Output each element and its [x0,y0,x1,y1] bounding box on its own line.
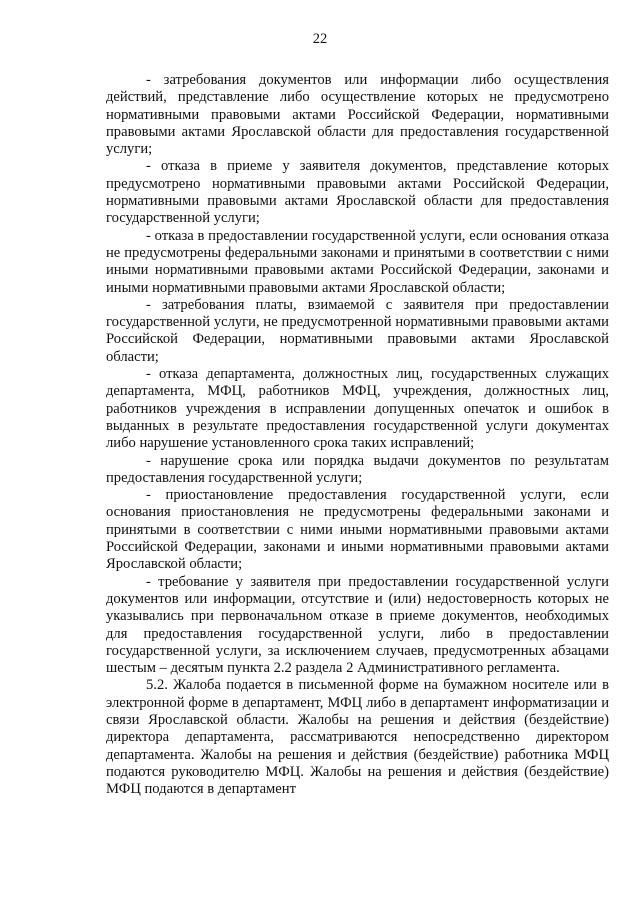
paragraph-6: - нарушение срока или порядка выдачи документов по результатам предоставления государственной услуги; [106,452,609,486]
paragraph-1: - затребования документов или информации либо осуществления действий, представление либо осуществление которых не предусмотрено нормативными правовыми актами Российской Федерации, нормативными правовыми актами Ярославской области для предоставления государственной услуги; [106,72,609,158]
paragraph-8: - требование у заявителя при предоставлении государственной услуги документов или информации, отсутствие и (или) недостоверность которых не указывались при первоначальном отказе в приеме документов, необходимых для предоставления государственной услуги, либо в предоставлении государственной услуги, за исключением случаев, предусмотренных абзацами шестым – десятым пункта 2.2 раздела 2 Административного регламента. [106,573,609,677]
paragraph-5: - отказа департамента, должностных лиц, государственных служащих департамента, МФЦ, работников МФЦ, учреждения, должностных лиц, работников учреждения в исправлении допущенных опечаток и ошибок в выданных в результате предоставления государственной услуги документах либо нарушение установленного срока таких исправлений; [106,366,609,452]
paragraph-2: - отказа в приеме у заявителя документов, представление которых предусмотрено нормативными правовыми актами Российской Федерации, нормативными правовыми актами Ярославской области для предоставления государственной услуги; [106,158,609,227]
page-number: 22 [312,31,328,47]
paragraph-9: 5.2. Жалоба подается в письменной форме на бумажном носителе или в электронной форме в департамент, МФЦ либо в департамент информатизации и связи Ярославской области. Жалобы на решения и действия (бездействие) директора департамента, рассматриваются непосредственно директором департамента. Жалобы на решения и действия (бездействие) работника МФЦ подаются руководителю МФЦ. Жалобы на решения и действия (бездействие) МФЦ подаются в департамент [106,677,609,798]
document-body [106,72,609,798]
paragraph-3: - отказа в предоставлении государственной услуги, если основания отказа не предусмотрены федеральными законами и принятыми в соответствии с ними иными нормативными правовыми актами Российской Федерации, законами и иными нормативными правовыми актами Ярославской области; [106,227,609,296]
paragraph-7: - приостановление предоставления государственной услуги, если основания приостановления не предусмотрены федеральными законами и принятыми в соответствии с ними иными нормативными правовыми актами Российской Федерации, законами и иными нормативными правовыми актами Ярославской области; [106,487,609,573]
paragraph-4: - затребования платы, взимаемой с заявителя при предоставлении государственной услуги, не предусмотренной нормативными правовыми актами Российской Федерации, нормативными правовыми актами Ярославской области; [106,296,609,365]
